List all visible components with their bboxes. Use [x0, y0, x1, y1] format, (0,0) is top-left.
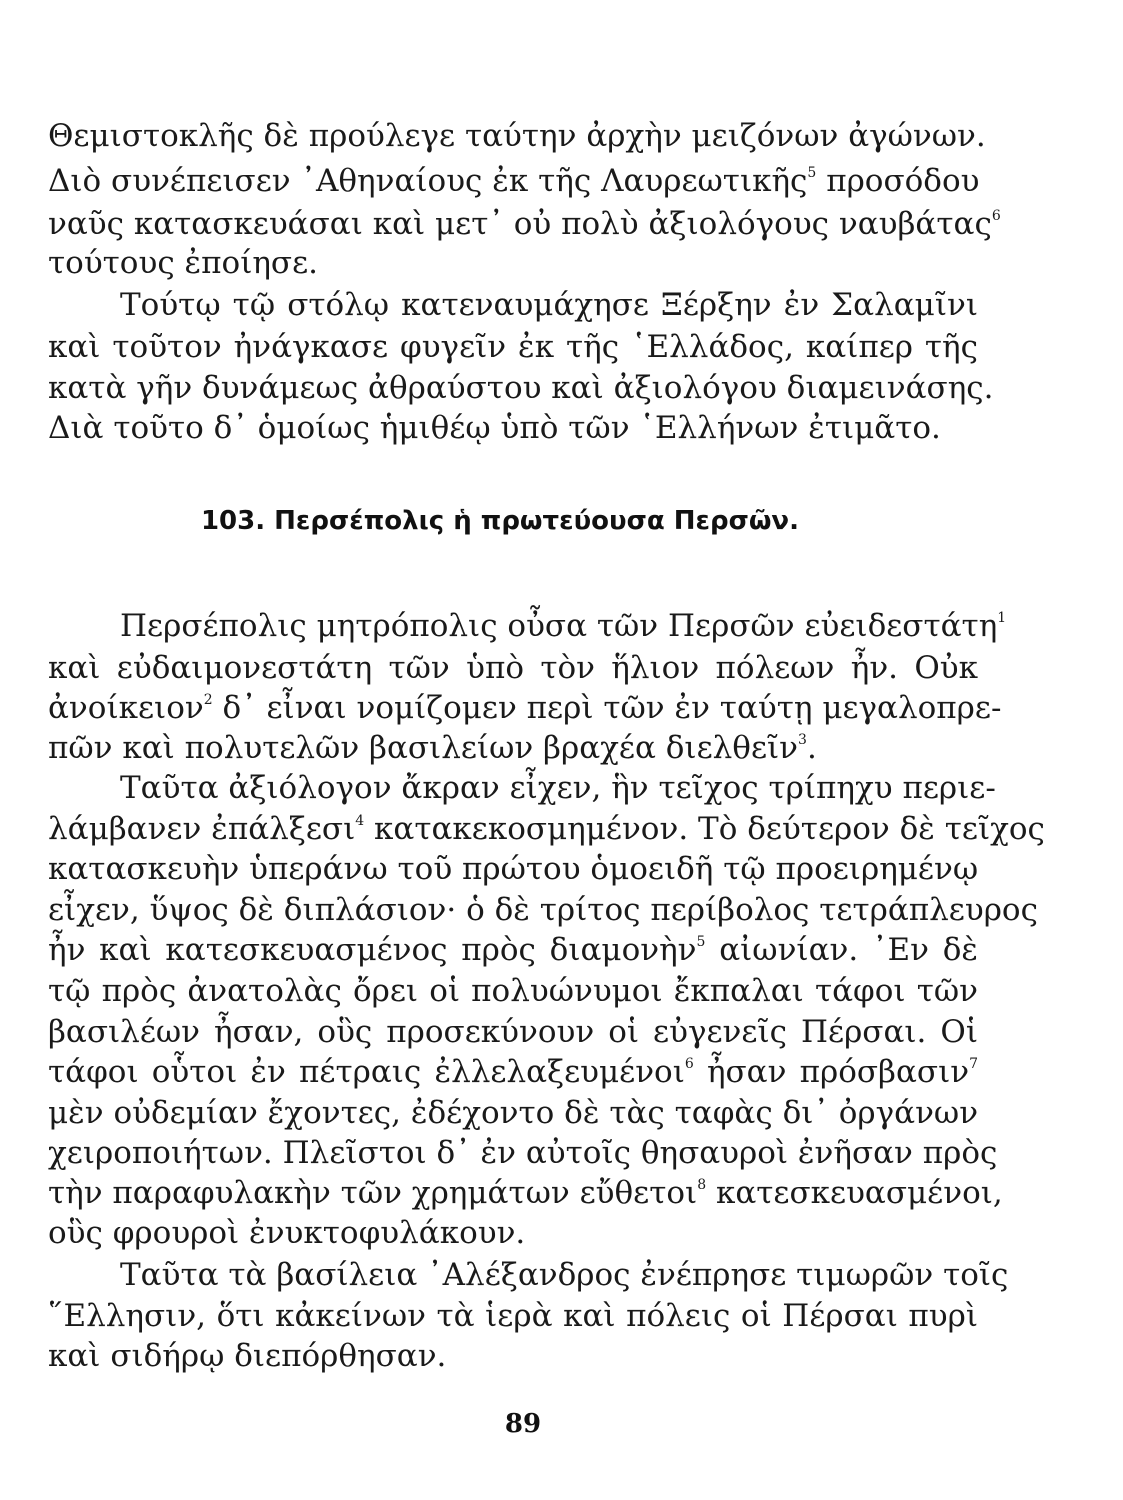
text-segment: αἰωνίαν. ᾿Εν δὲ [705, 932, 978, 968]
text-line: κατὰ γῆν δυνάμεως ἀθραύστου καὶ ἀξιολόγου διαμεινάσης. [48, 370, 994, 406]
text-segment: λάμβανεν ἐπάλξεσι [48, 811, 356, 847]
text-line: χειροποιήτων. Πλεῖστοι δ᾿ ἐν αὐτοῖς θησαυροὶ ἐνῆσαν πρὸς [48, 1135, 998, 1171]
text-segment: δ᾿ εἶναι νομίζομεν περὶ τῶν ἐν ταύτῃ μεγαλοπρε- [212, 690, 1002, 726]
text-line: μὲν οὐδεμίαν ἔχοντες, ἐδέχοντο δὲ τὰς ταφὰς δι᾿ ὀργάνων [48, 1095, 979, 1131]
section-heading: 103. Περσέπολις ἡ πρωτεύουσα Περσῶν. [200, 506, 800, 536]
footnote-ref: 5 [696, 934, 706, 950]
text-segment: κατακεκοσμημένον. Τὸ δεύτερον δὲ τεῖχος [364, 811, 1045, 847]
text-line [48, 1173, 1003, 1213]
text-line: ῞Ελλησιν, ὅτι κἀκείνων τὰ ἱερὰ καὶ πόλεις οἱ Πέρσαι πυρὶ [48, 1298, 978, 1334]
page-number: 89 [504, 1409, 542, 1439]
footnote-ref: 2 [203, 692, 213, 708]
text-line [48, 728, 978, 768]
text-segment: τὴν παραφυλακὴν τῶν χρημάτων εὔθετοι [48, 1175, 698, 1211]
text-line [48, 809, 1045, 849]
text-line [48, 688, 1002, 728]
text-line [48, 930, 978, 970]
text-segment: τάφοι οὗτοι ἐν πέτραις ἐλλελαξευμένοι [48, 1054, 685, 1090]
text-segment: πῶν καὶ πολυτελῶν βασιλείων βραχέα διελθεῖν [48, 730, 799, 766]
footnote-ref: 7 [969, 1056, 978, 1072]
text-segment: ναῦς κατασκευάσαι καὶ μετ᾿ οὐ πολὺ ἀξιολόγους ναυβάτας [48, 206, 992, 242]
text-line [48, 161, 978, 201]
text-segment: ἀνοίκειον [48, 690, 204, 726]
footnote-ref: 8 [697, 1177, 707, 1193]
text-segment: κατεσκευασμένοι, [706, 1175, 1003, 1211]
footnote-ref: 3 [798, 732, 807, 748]
footnote-ref: 1 [997, 610, 1007, 626]
text-segment: Διὸ συνέπεισεν ᾿Αθηναίους ἐκ τῆς Λαυρεωτικῆς [48, 163, 808, 199]
text-line [48, 204, 1001, 244]
text-line: Ταῦτα ἀξιόλογον ἄκραν εἶχεν, ἣν τεῖχος τρίπηχυ περιε- [120, 770, 996, 806]
text-line: Θεμιστοκλῆς δὲ προύλεγε ταύτην ἀρχὴν μειζόνων ἀγώνων. [48, 118, 986, 154]
text-line: βασιλέων ἦσαν, οὓς προσεκύνουν οἱ εὐγενεῖς Πέρσαι. Οἱ [48, 1014, 978, 1050]
text-line [120, 606, 1007, 646]
text-segment: . [806, 730, 817, 766]
footnote-ref: 6 [991, 208, 1001, 224]
footnote-ref: 6 [684, 1056, 694, 1072]
text-line: καὶ εὐδαιμονεστάτη τῶν ὑπὸ τὸν ἥλιον πόλεων ἦν. Οὐκ [48, 650, 978, 686]
text-segment: προσόδου [816, 163, 980, 199]
text-line: εἶχεν, ὕψος δὲ διπλάσιον· ὁ δὲ τρίτος περίβολος τετράπλευρος [48, 892, 1038, 928]
text-line: Διὰ τοῦτο δ᾿ ὁμοίως ἡμιθέῳ ὑπὸ τῶν ῾Ελλήνων ἐτιμᾶτο. [48, 410, 941, 446]
text-line: Ταῦτα τὰ βασίλεια ᾿Αλέξανδρος ἐνέπρησε τιμωρῶν τοῖς [120, 1257, 1009, 1293]
text-line: τούτους ἐποίησε. [48, 245, 319, 281]
text-line: κατασκευὴν ὑπεράνω τοῦ πρώτου ὁμοειδῆ τῷ προειρημένῳ [48, 851, 979, 887]
text-line: καὶ σιδήρῳ διεπόρθησαν. [48, 1338, 447, 1374]
text-line: τῷ πρὸς ἀνατολὰς ὄρει οἱ πολυώνυμοι ἔκπαλαι τάφοι τῶν [48, 973, 978, 1009]
text-segment: ἦν καὶ κατεσκευασμένος πρὸς διαμονὴν [48, 932, 697, 968]
footnote-ref: 5 [807, 165, 817, 181]
text-line: καὶ τοῦτον ἠνάγκασε φυγεῖν ἐκ τῆς ῾Ελλάδος, καίπερ τῆς [48, 329, 978, 365]
text-segment: Περσέπολις μητρόπολις οὖσα τῶν Περσῶν εὐειδεστάτη [120, 608, 998, 644]
text-segment: ἦσαν πρόσβασιν [693, 1054, 970, 1090]
text-line [48, 1052, 978, 1092]
text-line: οὓς φρουροὶ ἐνυκτοφυλάκουν. [48, 1215, 526, 1251]
text-line: Τούτῳ τῷ στόλῳ κατεναυμάχησε Ξέρξην ἐν Σαλαμῖνι [120, 287, 978, 323]
footnote-ref: 4 [355, 813, 365, 829]
